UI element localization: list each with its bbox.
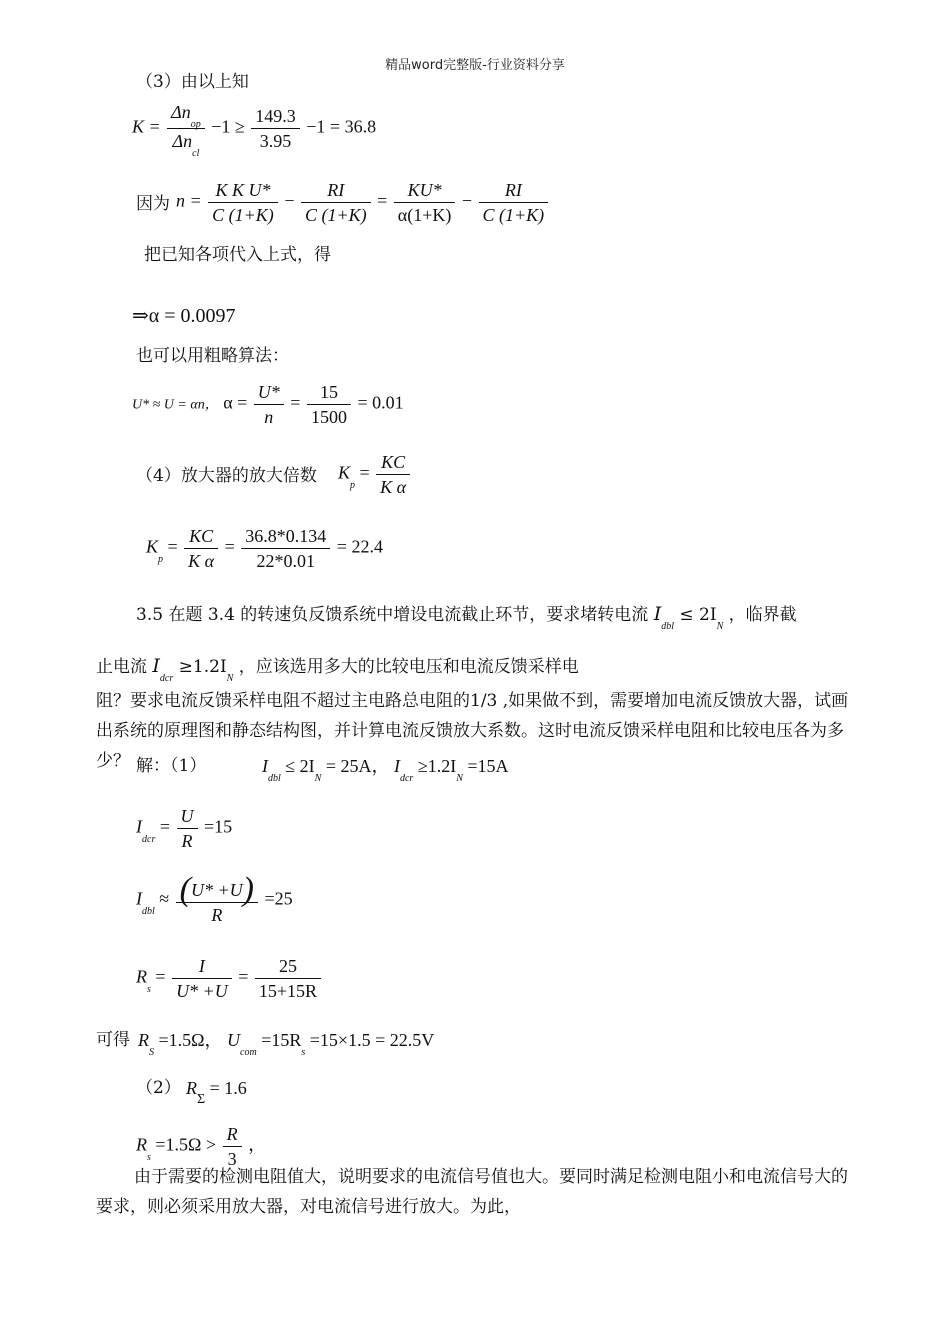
section-2-label: （2）: [136, 1078, 181, 1098]
equation-Idcr: $I_{dcr}$ = $\frac{U}{R}$ =15: [136, 806, 233, 851]
result-equation: $R_S =1.5\Omega$， $U_{com} =15R_s =15\times 1.5 = 22.5V$: [138, 1030, 435, 1058]
rough-method-text: 也可以用粗略算法：: [136, 346, 289, 366]
equation-Kp-definition: $K_p$ = $\frac{KC}{\text{K α}}$: [338, 452, 412, 497]
equation-Rs: $R_s$ = $\frac{I}{U* +U}$ = $\frac{25}{15+15R}$: [136, 956, 323, 1001]
equation-rough: U* ≈ U = αn， α = $\frac{U*}{n}$ = $\frac{15}{1500}$ = 0.01: [132, 382, 404, 427]
substitute-text: 把已知各项代入上式，得: [144, 245, 331, 265]
equation-Kp-value: $K_p$ = $\frac{KC}{\text{K α}}$ = $\frac{36.8*0.134}{22*0.01}$ = 22.4: [146, 526, 383, 571]
equation-n: n = $\frac{\text{K K U*}}{C (1+K)}$ − $\frac{RI}{C (1+K)}$ = $\frac{KU*}{\alpha(1+K)}$ − $\frac{RI}{C (1+K)}$: [176, 180, 550, 225]
solution-label: 解：（1）: [136, 756, 207, 776]
result-label: 可得: [96, 1030, 130, 1050]
final-paragraph: 由于需要的检测电阻值大，说明要求的电流信号值也大。要同时满足检测电阻小和电流信号大的要求，则必须采用放大器，对电流信号进行放大。为此，: [96, 1167, 848, 1217]
equation-compare: $R_s =1.5\Omega$ > $\frac{R}{3}$ ，: [136, 1124, 267, 1169]
equation-K: K = $\frac{\Delta n_{op}}{\Delta n_{cl}}$ −1 ≥ $\frac{149.3}{3.95}$ −1 = 36.8: [132, 102, 377, 159]
equation-R-sigma: $R_\Sigma = 1.6$: [186, 1078, 247, 1107]
question-3-5-line3: 阻？要求电流反馈采样电阻不超过主电路总电阻的1/3 ,如果做不到，需要增加电流反馈放大器，试画出系统的原理图和静态结构图，并计算电流反馈放大系数。这时电流反馈采样电阻和比较电压各为多少？: [96, 691, 849, 771]
equation-Idbl: $I_{dbl}$ ≈ $\frac{(U* +U)}{R}$ =25: [136, 871, 293, 925]
question-3-5-line1: 3.5 在题 3.4 的转速负反馈系统中增设电流截止环节，要求堵转电流 $I_{dbl} \le 2I_N$ ，临界截: [136, 603, 797, 632]
page-header: 精品word完整版-行业资料分享: [385, 58, 565, 73]
solution-given: $I_{dbl} \le 2I_N = 25A$， $I_{dcr} \ge 1.2I_N =15A$: [262, 756, 509, 784]
because-label: 因为: [136, 194, 170, 214]
question-3-5-line2: 止电流 $I_{dcr} \ge 1.2I_N$ ，应该选用多大的比较电压和电流反馈采样电: [96, 655, 579, 684]
section-4-heading: （4）放大器的放大倍数: [136, 466, 317, 486]
section-3-heading: （3）由以上知: [136, 72, 249, 92]
alpha-result: ⇒α = 0.0097: [132, 305, 236, 327]
